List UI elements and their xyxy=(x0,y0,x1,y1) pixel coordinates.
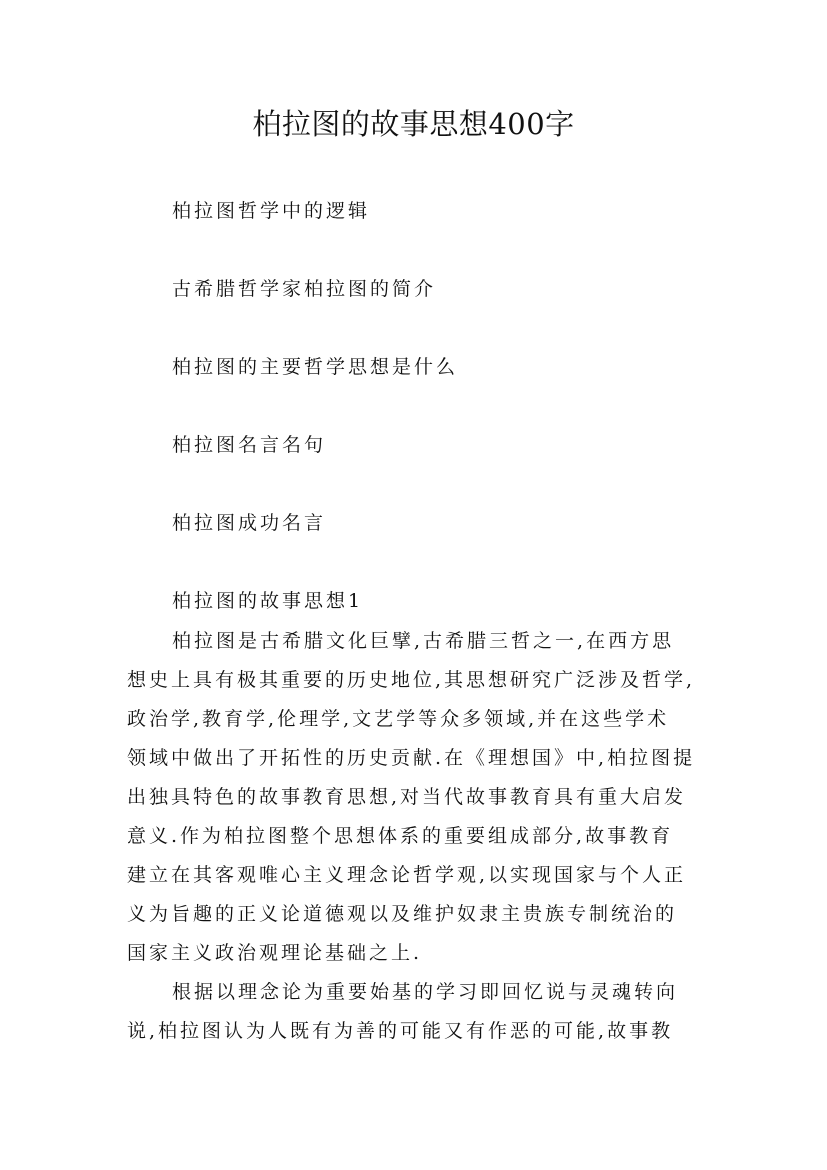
related-link-biography[interactable]: 古希腊哲学家柏拉图的简介 xyxy=(172,278,437,300)
section-heading: 柏拉图的故事思想1 xyxy=(172,590,364,612)
paragraph-line: 政治学,教育学,伦理学,文艺学等众多领域,并在这些学术 xyxy=(127,708,670,730)
paragraph-line: 建立在其客观唯心主义理念论哲学观,以实现国家与个人正 xyxy=(127,864,687,886)
paragraph-line: 出独具特色的故事教育思想,对当代故事教育具有重大启发 xyxy=(127,786,687,808)
paragraph-line: 柏拉图是古希腊文化巨擘,古希腊三哲之一,在西方思 xyxy=(172,630,675,652)
paragraph-line: 义为旨趣的正义论道德观以及维护奴隶主贵族专制统治的 xyxy=(127,903,678,925)
paragraph-line: 说,柏拉图认为人既有为善的可能又有作恶的可能,故事教 xyxy=(127,1020,674,1042)
paragraph-line: 国家主义政治观理论基础之上. xyxy=(127,942,423,964)
paragraph-line: 想史上具有极其重要的历史地位,其思想研究广泛涉及哲学, xyxy=(127,669,696,691)
body-paragraph xyxy=(127,622,717,973)
body-paragraph xyxy=(127,973,717,1051)
paragraph-line: 领域中做出了开拓性的历史贡献.在《理想国》中,柏拉图提 xyxy=(127,747,696,769)
paragraph-line: 根据以理念论为重要始基的学习即回忆说与灵魂转向 xyxy=(172,981,679,1003)
related-link-main-thoughts[interactable]: 柏拉图的主要哲学思想是什么 xyxy=(172,356,459,378)
related-link-logic[interactable]: 柏拉图哲学中的逻辑 xyxy=(172,200,371,222)
related-link-success-quotes[interactable]: 柏拉图成功名言 xyxy=(172,512,327,534)
related-link-famous-quotes[interactable]: 柏拉图名言名句 xyxy=(172,434,327,456)
paragraph-line: 意义.作为柏拉图整个思想体系的重要组成部分,故事教育 xyxy=(127,825,674,847)
page-title: 柏拉图的故事思想400字 xyxy=(252,107,575,141)
